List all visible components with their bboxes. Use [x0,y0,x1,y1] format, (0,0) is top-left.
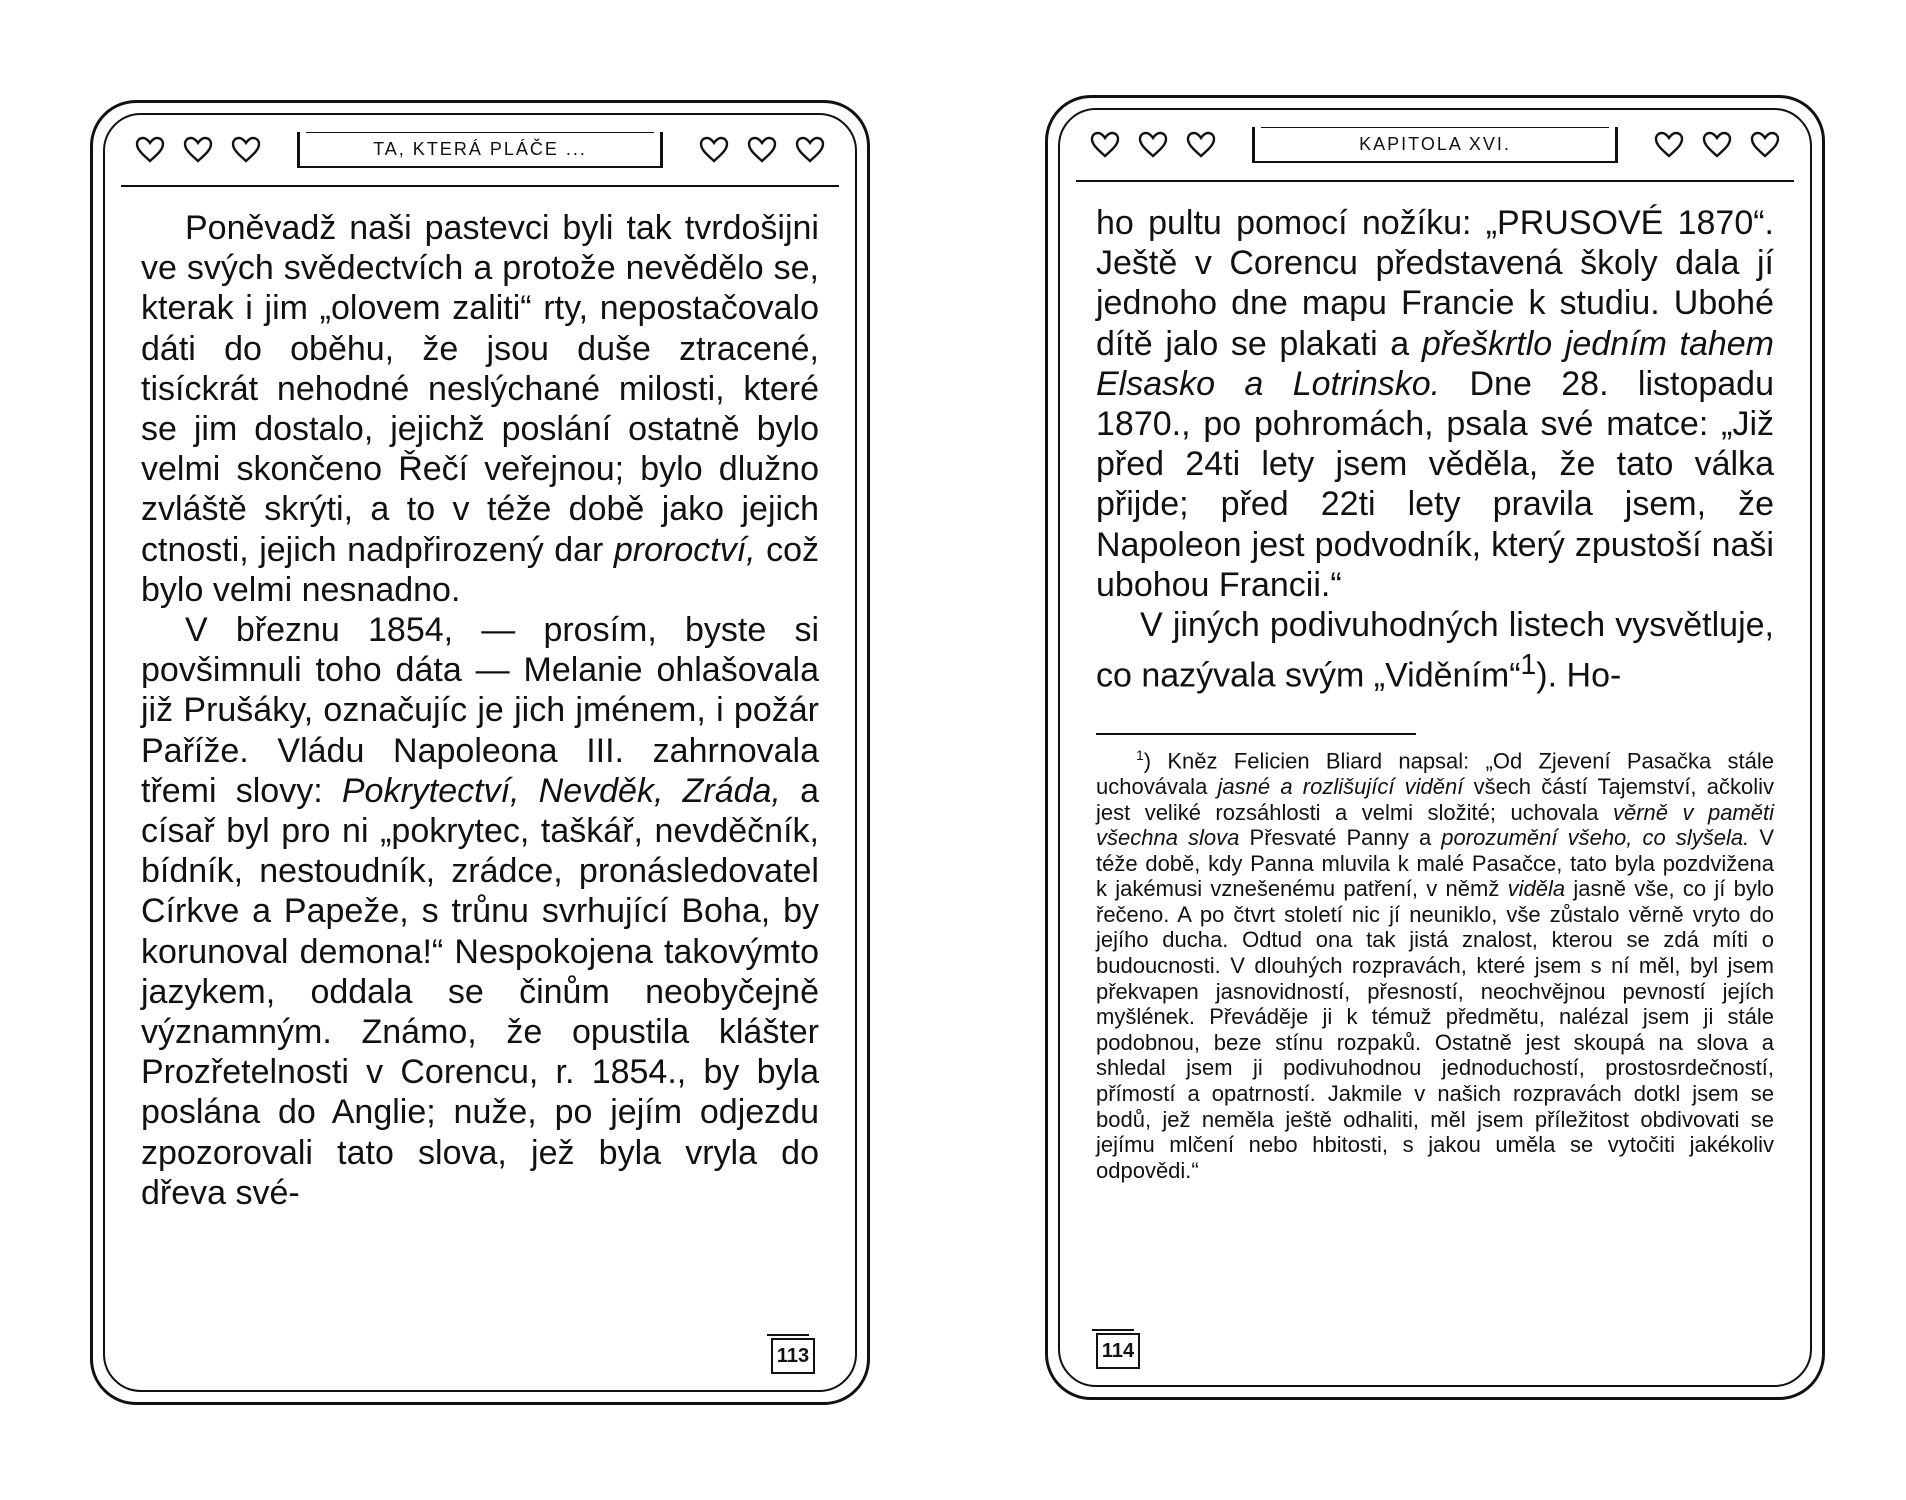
heart-icon [1138,131,1168,159]
hearts-right-group [1654,131,1780,159]
footnote [1096,743,1774,1183]
hearts-left-group [135,136,261,164]
heart-icon [183,136,213,164]
italic-phrase: proroctví, [613,530,756,569]
italic-phrase: přeškrtlo jedním tahem Elsasko a Lotrinsko. [1096,324,1775,403]
right-body-text [1096,203,1774,696]
heart-icon [1186,131,1216,159]
footnote-marker: 1 [1520,649,1537,682]
page-left-header [135,125,825,175]
heart-icon [1090,131,1120,159]
heart-icon [795,136,825,164]
heart-icon [1654,131,1684,159]
hearts-right-group [699,136,825,164]
paragraph: ho pultu pomocí nožíku: „PRUSOVÉ 1870“. Ještě v Corencu představená školy dala jí jednoho dne mapu Francie k studiu. Ubohé dítě jalo se plakati a přeškrtlo jedním tahem Elsasko a Lotrinsko. Dne 28. listopadu 1870., po pohromách, psala své matce: „Již před 24ti lety jsem věděla, že tato válka přijde; před 22ti lety pravila jsem, že Napoleon jest podvodník, který zpustoší naši ubohou Francii.“ [1096,204,1775,604]
footnote-rule [1096,733,1416,735]
footnote-marker: 1 [1136,747,1144,763]
heart-icon [1702,131,1732,159]
header-rule [121,185,839,187]
running-head-left: TA, KTERÁ PLÁČE ... [297,132,663,168]
running-head-right: KAPITOLA XVI. [1252,127,1618,163]
page-number-right: 114 [1096,1333,1140,1369]
italic-phrase: věrně v paměti všechna slova [1096,799,1774,851]
italic-phrase: porozumění všeho, co slyšela. [1441,825,1750,851]
page-right-header [1090,120,1780,170]
page-right [1045,95,1825,1400]
header-rule [1076,180,1794,182]
heart-icon [231,136,261,164]
hearts-left-group [1090,131,1216,159]
italic-phrase: jasné a rozlišující vidění [1217,773,1464,799]
heart-icon [135,136,165,164]
paragraph: V jiných podivuhodných listech vysvětluje, co nazývala svým „Viděním“$^1$). Ho- [1096,606,1774,695]
heart-icon [747,136,777,164]
paragraph: V březnu 1854, — prosím, byste si povšimnuli toho dáta — Melanie ohlašovala již Prušáky, označujíc je jich jménem, i požár Paříže. Vládu Napoleona III. zahrnovala třemi slovy: Pokrytectví, Nevděk, Zráda, a císař byl pro ni „pokrytec, taškář, nevděčník, bídník, nestoudník, zrádce, pronásledovatel Církve a Papeže, s trůnu svrhující Boha, by korunoval demona!“ Nespokojena takovýmto jazykem, oddala se činům neobyčejně významným. Známo, že opustila klášter Prozřetelnosti v Corencu, r. 1854., by byla poslána do Anglie; nuže, po jejím odjezdu zpozorovali tato slova, jež byla vryla do dřeva své- [141,611,820,1212]
footnote-text: $^1$) Kněz Felicien Bliard napsal: „Od Zjevení Pasačka stále uchovávala jasné a rozlišující vidění všech částí Tajemství, ačkoliv jest veliké rozsáhlosti a velmi složité; uchovala věrně v paměti všechna slova Přesvaté Panny a porozumění všeho, co slyšela. V téže době, kdy Panna mluvila k malé Pasačce, tato byla pozdvižena k jakémusi vznešenému patření, v němž viděla jasně vše, co jí bylo řečeno. A po čtvrt století nic jí neuniklo, vše zůstalo věrně vryto do jejího ducha. Odtud ona tak jistá znalost, kterou se zdá míti o budoucnosti. V dlouhých rozpravách, které jsem s ní měl, byl jsem překvapen jasnovidností, přesností, neochvějnou pevností jejích myšlének. Převáděje ji k témuž předmětu, nalézal jsem ji stále podobnou, beze stínu rozpaků. Ostatně jest skoupá na slova a shledal jsem ji podivuhodnou jednoduchostí, prostosrdečností, přímostí a opatrností. Jakmile v našich rozpravách dotkl jsem se bodů, jež neměla ještě odhaliti, měl jsem příležitost obdivovati se jejímu mlčení nebo hbitosti, s jakou uměla se vytočiti jakékoliv odpovědi.“ [1096,747,1774,1183]
page-number-left: 113 [771,1338,815,1374]
page-left [90,100,870,1405]
left-body-text [141,208,819,1213]
heart-icon [699,136,729,164]
paragraph: Poněvadž naši pastevci byli tak tvrdošijni ve svých svědectvích a protože nevědělo se, kterak i jim „olovem zaliti“ rty, nepostačovalo dáti do oběhu, že jsou duše ztracené, tisíckrát nehodné neslýchané milosti, které se jim dostalo, jejichž poslání ostatně bylo velmi skončeno Řečí veřejnou; bylo dlužno zvláště skrýti, a to v téže době jako jejich ctnosti, jejich nadpřirozený dar proroctví, což bylo velmi nesnadno. [141,209,819,609]
italic-phrase: viděla [1507,876,1566,902]
heart-icon [1750,131,1780,159]
italic-phrase: Pokrytectví, Nevděk, Zráda, [341,771,781,810]
